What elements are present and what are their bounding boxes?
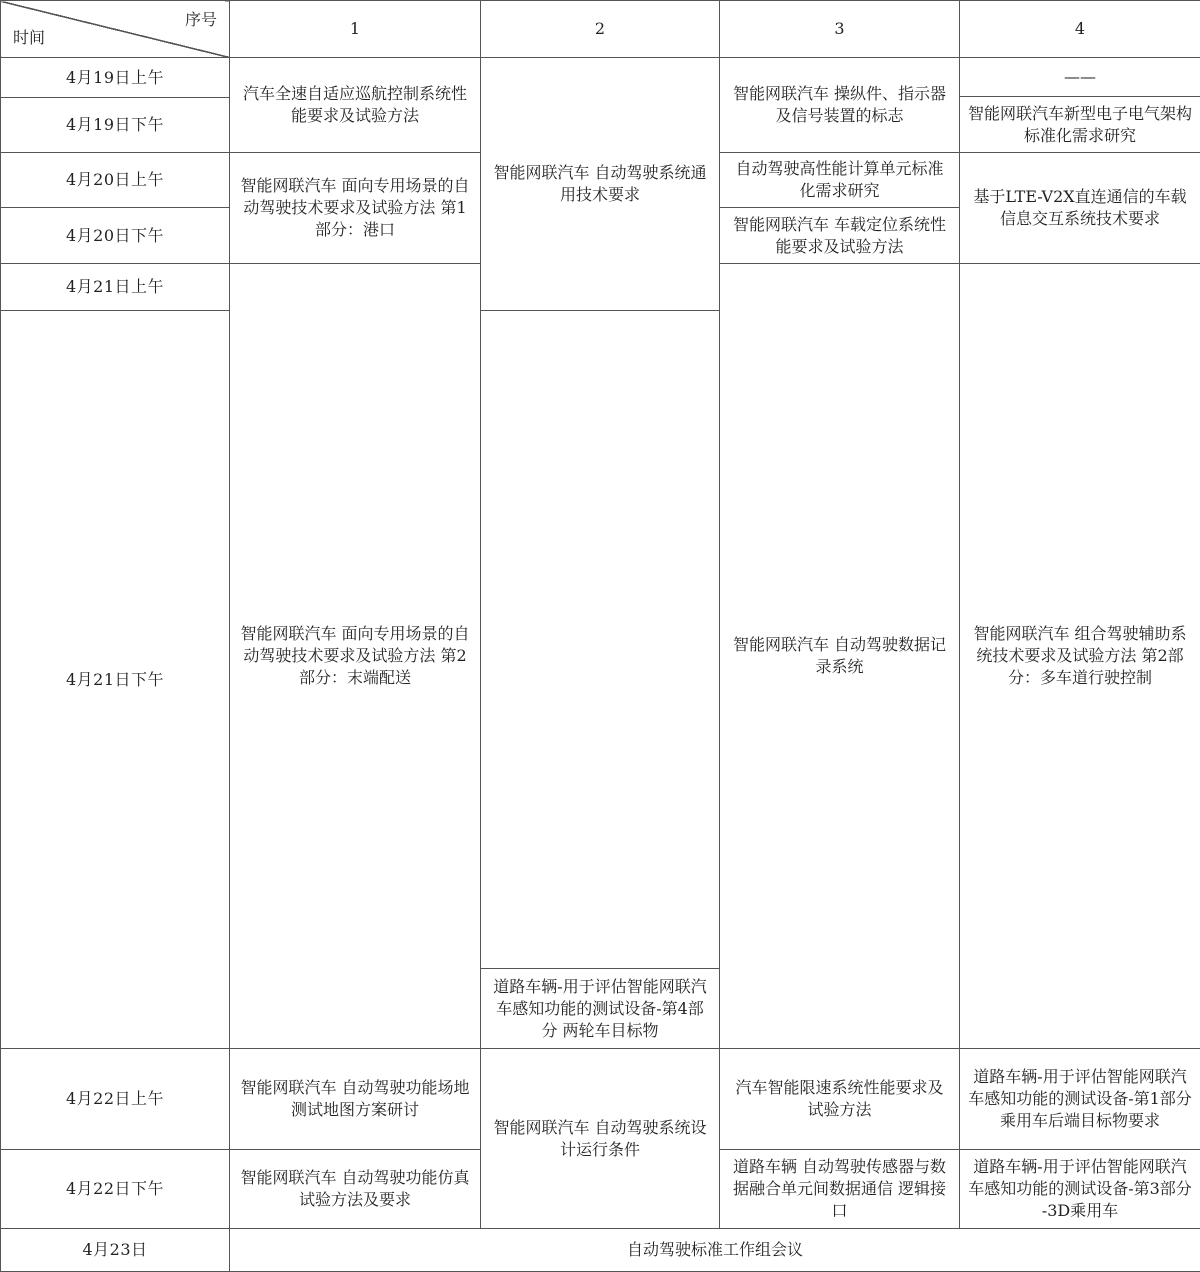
session-c4-apr20: 基于LTE-V2X直连通信的车载信息交互系统技术要求 [960,153,1200,264]
session-c4-apr19-pm: 智能网联汽车新型电子电气架构标准化需求研究 [960,97,1200,153]
session-c3-apr21: 智能网联汽车 组合驾驶辅助系统技术要求及试验方法 第2部分：多车道行驶控制 [960,264,1200,1049]
column-header-1: 1 [230,1,481,58]
session-c2-apr19-20: 智能网联汽车 自动驾驶系统通用技术要求 [481,58,720,311]
session-c1-apr22-pm: 智能网联汽车 自动驾驶功能仿真试验方法及要求 [230,1150,481,1229]
session-c3-apr22-am: 汽车智能限速系统性能要求及试验方法 [720,1049,960,1150]
session-c4-apr21-b: 道路车辆-用于评估智能网联汽车感知功能的测试设备-第4部分 两轮车目标物 [481,969,720,1049]
session-c4-apr22-pm: 道路车辆-用于评估智能网联汽车感知功能的测试设备-第3部分 -3D乘用车 [960,1150,1200,1229]
session-c4-apr19-am: —— [960,58,1200,97]
session-c1-apr19: 汽车全速自适应巡航控制系统性能要求及试验方法 [230,58,481,153]
session-c3-apr20-am: 自动驾驶高性能计算单元标准化需求研究 [720,153,960,208]
header-seq-label: 序号 [185,9,217,31]
session-c3-apr20-pm: 智能网联汽车 车载定位系统性能要求及试验方法 [720,208,960,264]
time-apr19-pm: 4月19日下午 [1,98,230,153]
header-time-label: 时间 [13,27,45,49]
session-c2-apr21: 智能网联汽车 自动驾驶数据记录系统 [720,264,960,1049]
session-c1-apr20: 智能网联汽车 面向专用场景的自动驾驶技术要求及试验方法 第1部分：港口 [230,153,481,264]
time-apr20-pm: 4月20日下午 [1,208,230,264]
session-c3-apr22-pm: 道路车辆 自动驾驶传感器与数据融合单元间数据通信 逻辑接口 [720,1150,960,1229]
time-apr21-am: 4月21日上午 [1,264,230,311]
session-c1-apr21: 智能网联汽车 面向专用场景的自动驾驶技术要求及试验方法 第2部分：末端配送 [230,264,481,1049]
meeting-apr23: 自动驾驶标准工作组会议 [230,1229,1200,1272]
time-apr20-am: 4月20日上午 [1,153,230,208]
column-header-4: 4 [960,1,1200,58]
time-apr22-am: 4月22日上午 [1,1049,230,1150]
time-apr22-pm: 4月22日下午 [1,1150,230,1229]
column-header-2: 2 [481,1,720,58]
time-apr19-am: 4月19日上午 [1,58,230,98]
session-c4-apr22-am: 道路车辆-用于评估智能网联汽车感知功能的测试设备-第1部分 乘用车后端目标物要求 [960,1049,1200,1150]
session-c3-apr19: 智能网联汽车 操纵件、指示器及信号装置的标志 [720,58,960,153]
time-apr23: 4月23日 [1,1229,230,1272]
session-c2-apr22: 智能网联汽车 自动驾驶系统设计运行条件 [481,1049,720,1229]
header-diagonal-cell [1,1,230,58]
column-header-3: 3 [720,1,960,58]
time-apr21-pm: 4月21日下午 [1,311,230,1049]
session-c1-apr22-am: 智能网联汽车 自动驾驶功能场地测试地图方案研讨 [230,1049,481,1150]
